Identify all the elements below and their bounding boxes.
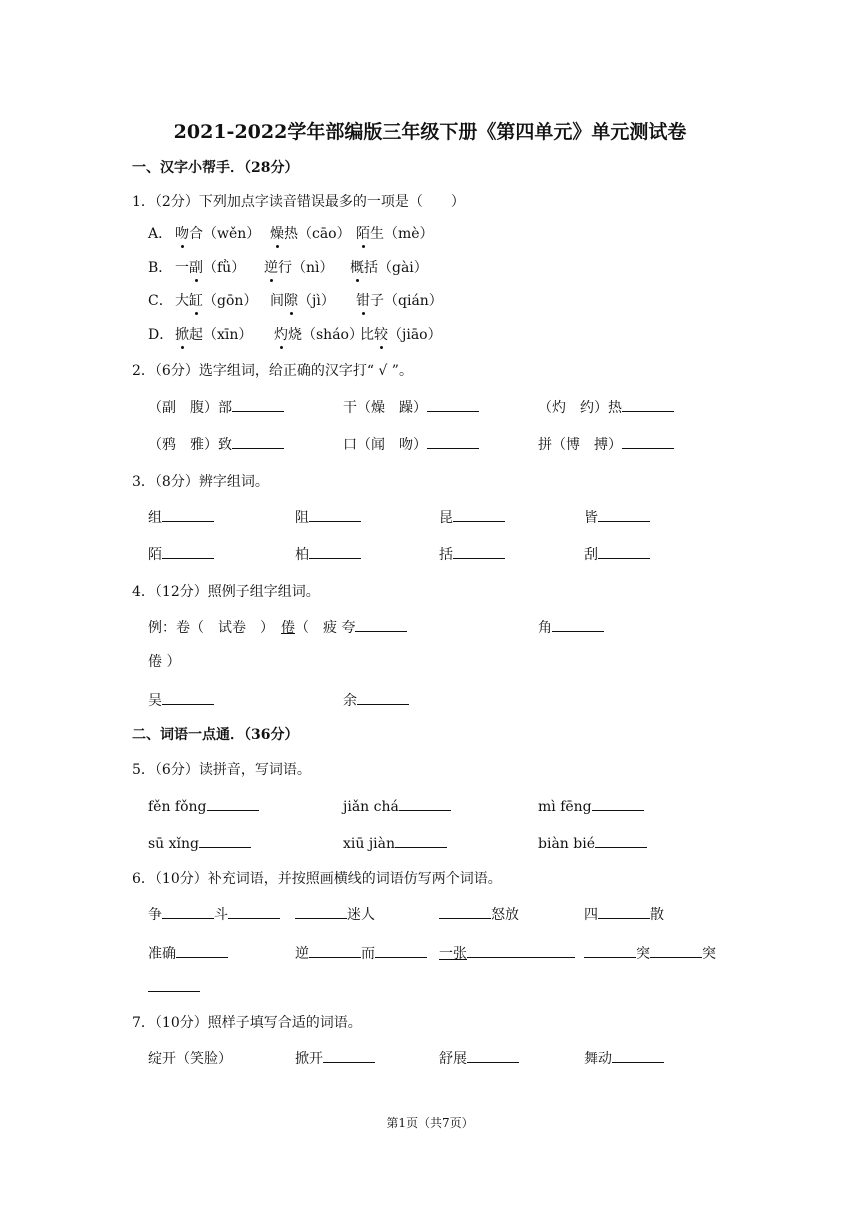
q3-item: 括 <box>439 544 505 564</box>
q5-item: biàn bié <box>538 833 647 852</box>
q7-item: 舒展 <box>439 1048 519 1068</box>
q4-item: 吴 <box>148 690 214 710</box>
question-3-stem: 3．（8分）辨字组词。 <box>132 474 269 490</box>
q6-item: 怒放 <box>439 904 519 924</box>
dotted-char: 掀 <box>175 324 189 344</box>
q6-item-underlined: 一张 <box>439 943 575 963</box>
q4-example-cont: 倦 ） <box>148 654 181 670</box>
option-c-label: C． <box>148 293 173 309</box>
q5-item: sū xǐng <box>148 833 251 852</box>
q4-example: 例：卷（ 试卷 ） 倦（ 疲 夸 <box>148 617 407 637</box>
q6-item: 准确 <box>148 943 228 963</box>
q2-item: 拼（博 搏） <box>538 434 674 454</box>
q5-item: xiū jiàn <box>343 833 447 852</box>
dotted-char: 副 <box>189 257 203 277</box>
q2-item: 口（闻 吻） <box>343 434 479 454</box>
q3-item: 组 <box>148 507 214 527</box>
page-footer: 第1页（共7页） <box>386 1116 474 1130</box>
option-d-word: 比较（jiāo） <box>360 324 442 344</box>
page-title: 2021-2022学年部编版三年级下册《第四单元》单元测试卷 <box>173 121 687 143</box>
option-d-word: 掀起（xīn） <box>175 324 252 344</box>
option-b-word: 一副（fǜ） <box>175 257 245 277</box>
option-c-word: 大缸（gōn） <box>175 290 257 310</box>
q3-item: 陌 <box>148 544 214 564</box>
option-b-word: 逆行（nì） <box>264 257 334 277</box>
q3-item: 刮 <box>584 544 650 564</box>
q2-item: （副 腹）部 <box>148 397 284 417</box>
question-6-stem: 6．（10分）补充词语，并按照画横线的词语仿写两个词语。 <box>132 871 502 887</box>
question-5-stem: 5．（6分）读拼音，写词语。 <box>132 762 311 778</box>
q2-item: （鸦 雅）致 <box>148 434 284 454</box>
dotted-char: 较 <box>374 324 388 344</box>
option-d-word: 灼烧（sháo） <box>274 324 363 344</box>
dotted-char: 灼 <box>274 324 288 344</box>
dotted-char: 吻 <box>175 223 189 243</box>
q4-item: 角 <box>538 617 604 637</box>
option-b-label: B． <box>148 260 173 276</box>
dotted-char: 陌 <box>356 223 370 243</box>
dotted-char: 隙 <box>284 290 298 310</box>
q2-item: （灼 约）热 <box>538 397 674 417</box>
option-a-word: 陌生（mè） <box>356 223 434 243</box>
q5-item: jiǎn chá <box>343 796 451 815</box>
option-a-word: 吻合（wěn） <box>175 223 260 243</box>
q6-item: 迷人 <box>295 904 375 924</box>
q6-item-wrap <box>148 977 200 996</box>
q3-item: 昆 <box>439 507 505 527</box>
q7-item: 掀开 <box>295 1048 375 1068</box>
q3-item: 柏 <box>295 544 361 564</box>
q6-item-pattern: 突 突 <box>584 943 716 963</box>
dotted-char: 钳 <box>356 290 370 310</box>
question-4-stem: 4．（12分）照例子组字组词。 <box>132 584 320 600</box>
section-heading-1: 一、汉字小帮手．（28分） <box>132 160 299 176</box>
q7-item: 舞动 <box>584 1048 664 1068</box>
dotted-char: 燥 <box>270 223 284 243</box>
question-2-stem: 2．（6分）选字组词，给正确的汉字打“ √ ”。 <box>132 363 413 379</box>
option-c-word: 间隙（jì） <box>270 290 335 310</box>
option-b-word: 概括（gài） <box>350 257 428 277</box>
q6-item: 四 散 <box>584 904 664 924</box>
option-d-label: D． <box>148 327 174 343</box>
q3-item: 皆 <box>584 507 650 527</box>
q4-item: 余 <box>343 690 409 710</box>
option-c-word: 钳子（qián） <box>356 290 443 310</box>
question-1-stem: 1．（2分）下列加点字读音错误最多的一项是（ ） <box>132 194 465 210</box>
q7-example: 绽开（笑脸） <box>148 1051 232 1067</box>
dotted-char: 概 <box>350 257 364 277</box>
dotted-char: 缸 <box>189 290 203 310</box>
q2-item: 干（燥 躁） <box>343 397 479 417</box>
q3-item: 阻 <box>295 507 361 527</box>
dotted-char: 逆 <box>264 257 278 277</box>
section-heading-2: 二、词语一点通．（36分） <box>132 727 299 743</box>
question-7-stem: 7．（10分）照样子填写合适的词语。 <box>132 1015 362 1031</box>
q6-item: 争 斗 <box>148 904 280 924</box>
option-a-label: A． <box>148 226 173 242</box>
option-a-word: 燥热（cāo） <box>270 223 351 243</box>
q5-item: fěn fǒng <box>148 796 259 815</box>
q5-item: mì fēng <box>538 796 644 815</box>
q6-item: 逆 而 <box>295 943 427 963</box>
